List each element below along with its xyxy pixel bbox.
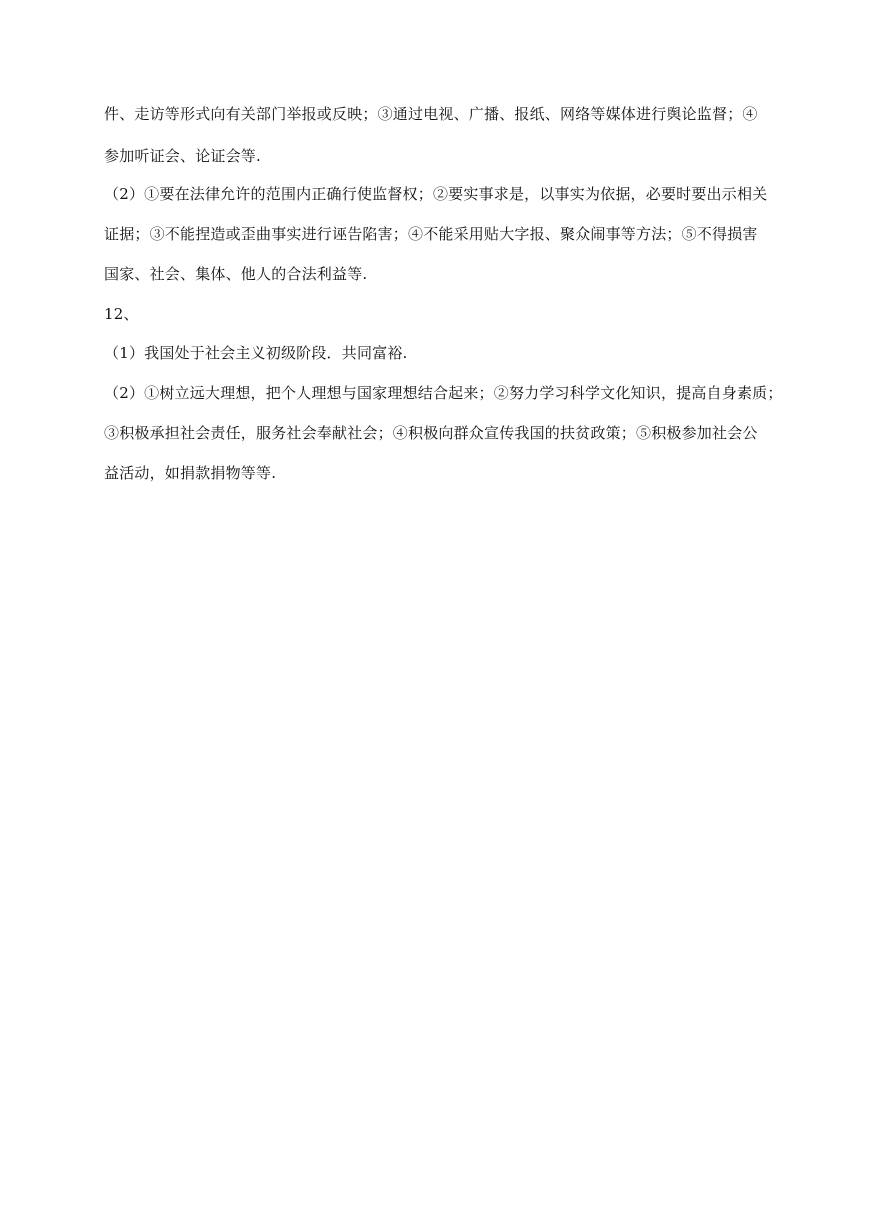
text-line: ③积极承担社会责任，服务社会奉献社会；④积极向群众宣传我国的扶贫政策；⑤积极参加社会公 [104,424,758,442]
text-line: 益活动，如捐款捐物等等. [104,464,277,482]
text-line: 国家、社会、集体、他人的合法利益等. [104,265,368,283]
text-line: 件、走访等形式向有关部门举报或反映；③通过电视、广播、报纸、网络等媒体进行舆论监督；④ [104,105,758,123]
text-line: （2）①要在法律允许的范围内正确行使监督权；②要实事求是，以事实为依据，必要时要出示相关 [104,185,768,203]
question-number: 12、 [104,305,139,323]
text-line: 参加听证会、论证会等. [104,147,261,165]
text-line: 证据；③不能捏造或歪曲事实进行诬告陷害；④不能采用贴大字报、聚众闹事等方法；⑤不得损害 [104,225,758,243]
text-line: （2）①树立远大理想，把个人理想与国家理想结合起来；②努力学习科学文化知识，提高自身素质； [104,384,783,402]
text-line: （1）我国处于社会主义初级阶段．共同富裕. [104,344,408,362]
